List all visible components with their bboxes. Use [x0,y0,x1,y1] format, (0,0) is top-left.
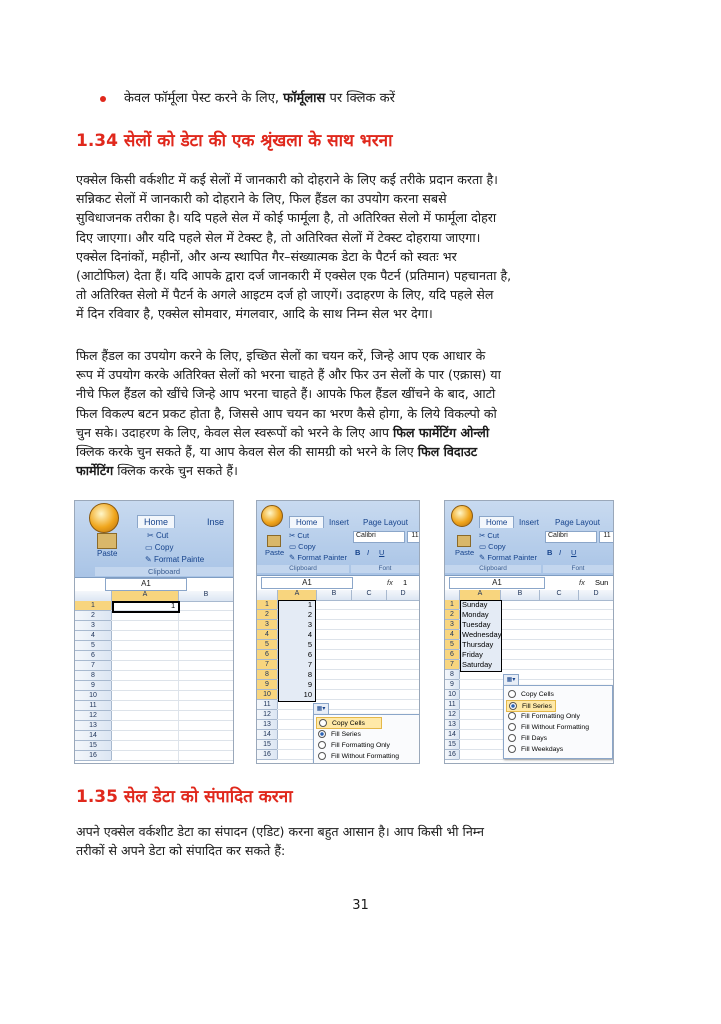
row-header[interactable]: 16 [257,750,278,760]
row-header[interactable]: 7 [75,661,112,671]
cell-value[interactable]: Saturday [462,660,493,669]
cell-value[interactable]: Friday [462,650,483,659]
row-header[interactable]: 5 [445,640,460,650]
cell-value[interactable]: 3 [307,620,312,629]
menu-label: Fill Days [521,734,548,742]
gridline [277,709,419,710]
row-header[interactable]: 10 [445,690,460,700]
cell-value[interactable]: 10 [303,690,312,699]
menu-item-copy-cells[interactable] [508,690,554,698]
gridline [111,690,233,691]
column-header-a[interactable]: A [278,590,317,601]
paste-icon[interactable] [267,535,281,547]
copy-icon: ▭ [145,543,155,552]
column-header-b[interactable]: B [317,590,352,601]
menu-item-fill-series[interactable] [506,700,556,712]
paragraph-3-line: तरीकों से अपने डेटा को संपादित कर सकते हैं: [76,843,286,859]
row-header[interactable]: 6 [257,650,278,660]
row-header[interactable]: 4 [257,630,278,640]
radio-icon [508,712,516,720]
italic-button[interactable]: I [367,548,370,557]
cell-value[interactable]: 2 [307,610,312,619]
row-header[interactable]: 16 [75,751,112,761]
paragraph-2-text: क्लिक करके चुन सकते हैं। [113,463,238,479]
auto-fill-options-menu [503,685,613,759]
excel-screenshot-2 [256,500,420,764]
cut-button[interactable] [147,531,168,540]
gridline [111,640,233,641]
row-header[interactable]: 15 [75,741,112,751]
bullet-item [100,88,395,106]
tab-home[interactable]: Home [479,516,514,528]
row-header[interactable]: 14 [75,731,112,741]
cut-label: Cut [487,531,500,540]
copy-label: Copy [298,542,316,551]
row-header[interactable]: 4 [75,631,112,641]
tab-page-layout[interactable]: Page Layout [555,518,600,527]
row-header[interactable]: 14 [257,730,278,740]
menu-item-fill-weekdays[interactable] [508,745,563,753]
radio-selected-icon [318,730,326,738]
cell-value[interactable]: Monday [462,610,489,619]
gridline [111,650,233,651]
row-header[interactable]: 11 [75,701,112,711]
clipboard-group-label: Clipboard [445,565,541,573]
paragraph-2-line [76,442,647,461]
cell-value[interactable]: Wednesday [462,630,502,639]
copy-label: Copy [154,543,174,552]
radio-icon [508,734,516,742]
cell-value[interactable]: Sunday [462,600,488,609]
cell-a1-value: 1 [171,601,176,610]
paragraph-1-line: सन्निकट सेलों में जानकारी को दोहराने के लिए, फिल हैंडल का उपयोग करना सबसे [76,191,447,207]
row-header[interactable]: 8 [75,671,112,681]
row-header[interactable]: 12 [257,710,278,720]
row-header[interactable]: 2 [257,610,278,620]
bold-button[interactable]: B [547,548,553,557]
menu-item-fill-without-formatting[interactable] [508,723,589,731]
excel-screenshot-3 [444,500,614,764]
cell-value[interactable]: 4 [307,630,312,639]
formula-bar-value[interactable]: 1 [403,578,408,587]
radio-icon [508,723,516,731]
fx-icon[interactable]: fx [579,578,585,587]
column-header-d[interactable]: D [387,590,420,601]
copy-label: Copy [488,542,506,551]
column-header-b[interactable]: B [179,591,234,602]
row-header[interactable]: 2 [75,611,112,621]
row-header[interactable]: 6 [445,650,460,660]
fx-icon[interactable]: fx [387,578,393,587]
tab-insert[interactable]: Insert [519,518,540,527]
bullet-text-pre: केवल फॉर्मूला पेस्ट करने के लिए, [124,91,284,106]
name-box[interactable]: A1 [449,577,545,589]
paragraph-1 [76,170,647,324]
paragraph-2-line [76,461,647,480]
active-cell-a1[interactable] [112,601,180,613]
copy-icon: ▭ [479,542,489,551]
gridline [111,710,233,711]
menu-item-copy-cells[interactable] [316,717,382,729]
row-header[interactable]: 3 [75,621,112,631]
italic-button[interactable]: I [559,548,562,557]
bullet-text-bold: फॉर्मूलास [283,91,326,106]
cell-value[interactable]: 8 [307,670,312,679]
row-header[interactable]: 7 [445,660,460,670]
menu-item-fill-formatting-only[interactable] [318,741,390,749]
office-button-icon[interactable] [89,503,119,533]
paste-button[interactable]: Paste [97,549,118,558]
menu-label: Copy Cells [332,719,365,727]
row-header[interactable]: 9 [445,680,460,690]
copy-button[interactable] [479,542,506,551]
column-header-c[interactable]: C [540,590,579,601]
menu-label: Fill Series [522,702,552,710]
gridline [111,670,233,671]
name-box[interactable]: A1 [105,578,187,591]
formula-bar-value[interactable]: Sun [595,578,609,587]
menu-item-fill-days[interactable] [508,734,547,742]
row-header[interactable]: 1 [75,601,112,611]
paragraph-2-line: रूप में उपयोग करके अतिरिक्त सेलों को भरना चाहते हैं और फिर उन सेलों के पार (एक्रास) या [76,367,501,383]
paste-button[interactable]: Paste [265,548,285,557]
menu-item-fill-without-formatting[interactable] [318,752,399,760]
clipboard-group-label: Clipboard [257,565,349,573]
paragraph-2-line: फिल विकल्प बटन प्रकट होता है, जिससे आप चयन का भरण कैसे होगा, के लिये विकल्पो को [76,405,497,421]
paragraph-1-line: तो अतिरिक्त सेलो में पैटर्न के अगले आइटम दर्ज हो जाएगें। उदाहरण के लिए, यदि पहले सेल [76,287,494,303]
page-number: 31 [352,898,369,913]
tab-home[interactable]: Home [289,516,324,528]
clipboard-group-label: Clipboard [95,567,233,576]
gridline [111,680,233,681]
paste-button[interactable]: Paste [455,548,475,557]
paragraph-1-line: एक्सेल किसी वर्कशीट में कई सेलों में जानकारी को दोहराने के लिए कई तरीके प्रदान करता है। [76,172,498,187]
font-size-select[interactable]: 11 [599,531,614,543]
bold-button[interactable]: B [355,548,361,557]
radio-icon [508,690,516,698]
cut-button[interactable] [479,531,499,540]
gridline [459,759,613,760]
copy-button[interactable] [145,543,173,552]
paste-icon[interactable] [97,533,117,549]
row-header[interactable]: 12 [75,711,112,721]
menu-label: Fill Formatting Only [521,712,580,720]
menu-label: Fill Without Formatting [331,752,399,760]
menu-item-fill-formatting-only[interactable] [508,712,580,720]
paragraph-3-line: अपने एक्सेल वर्कशीट डेटा का संपादन (एडिट) करना बहुत आसान है। आप किसी भी निम्न [76,824,485,839]
scissors-icon: ✂ [289,531,298,540]
bold-term-fill-without: फिल विदाउट [417,444,478,460]
row-header[interactable]: 3 [445,620,460,630]
row-header[interactable]: 12 [445,710,460,720]
auto-fill-options-button[interactable]: ▦▾ [503,674,519,686]
row-header[interactable]: 8 [257,670,278,680]
column-header-c[interactable]: C [352,590,387,601]
row-header[interactable]: 9 [75,681,112,691]
tab-page-layout[interactable]: Page Layout [363,518,408,527]
bullet-dot-icon [100,96,106,102]
menu-label: Copy Cells [521,690,554,698]
office-button-icon[interactable] [451,505,473,527]
row-header[interactable]: 15 [257,740,278,750]
bold-term-fill-formatting-only: फिल फार्मेटिंग ओन्ली [392,424,490,440]
font-name-select[interactable]: Calibri [545,531,597,543]
format-painter-button[interactable] [145,555,204,564]
scissors-icon: ✂ [479,531,488,540]
paste-icon[interactable] [457,535,471,547]
gridline [111,700,233,701]
cell-value[interactable]: Tuesday [462,620,491,629]
auto-fill-options-menu [313,714,420,764]
row-header[interactable]: 2 [445,610,460,620]
cell-value[interactable]: 1 [307,600,312,609]
underline-button[interactable]: U [571,548,577,557]
font-group-label: Font [351,565,419,573]
brush-icon: ✎ [289,553,298,562]
menu-item-fill-series[interactable] [318,730,361,738]
cut-label: Cut [297,531,310,540]
gridline [111,660,233,661]
bold-term-formatting: फार्मेटिंग [76,463,114,479]
format-painter-label: Format Painter [487,553,537,562]
radio-icon [508,745,516,753]
row-header[interactable]: 4 [445,630,460,640]
tab-insert[interactable]: Insert [329,518,350,527]
cell-value[interactable]: 7 [307,660,312,669]
row-header[interactable]: 11 [257,700,278,710]
gridline [111,720,233,721]
gridline [111,620,233,621]
format-painter-button[interactable] [289,553,347,562]
section-heading-1-34: 1.34 सेलों को डेटा की एक श्रृंखला के साथ भरना [76,131,393,151]
brush-icon: ✎ [479,553,488,562]
font-group-label: Font [543,565,613,573]
paragraph-1-line: दिए जाएगा। और यदि पहले सेल में टेक्स्ट है, तो अतिरिक्त सेलों में टेक्स्ट दोहराया जाएगा। [76,229,481,245]
gridline [111,750,233,751]
radio-selected-icon [509,702,517,710]
radio-icon [318,752,326,760]
menu-label: Fill Weekdays [521,745,564,753]
column-header-d[interactable]: D [579,590,614,601]
font-size-select[interactable]: 11 [407,531,420,543]
row-header[interactable]: 13 [75,721,112,731]
cell-value[interactable]: 9 [307,680,312,689]
row-header[interactable]: 6 [75,651,112,661]
format-painter-label: Format Painter [297,553,347,562]
gridline [111,630,233,631]
gridline [111,740,233,741]
row-header[interactable]: 8 [445,670,460,680]
auto-fill-options-button[interactable]: ▦▾ [313,703,329,715]
row-header[interactable]: 10 [257,690,278,700]
font-name-select[interactable]: Calibri [353,531,405,543]
brush-icon: ✎ [145,555,154,564]
excel-screenshot-1 [74,500,234,764]
row-header[interactable]: 3 [257,620,278,630]
menu-label: Fill Formatting Only [331,741,390,749]
tab-insert[interactable]: Inse [207,517,225,527]
row-header[interactable]: 7 [257,660,278,670]
cell-value[interactable]: Thursday [462,640,494,649]
cut-button[interactable] [289,531,309,540]
row-header[interactable]: 13 [257,720,278,730]
paragraph-1-line: में दिन रविवार है, एक्सेल सोमवार, मंगलवार, आदि के साथ निम्न सेल भर देगा। [76,306,433,322]
radio-icon [318,741,326,749]
tab-home[interactable]: Home [137,515,175,528]
paragraph-1-line: एक्सेल दिनांकों, महीनों, और अन्य स्थापित गैर–संख्यात्मक डेटा के पैटर्न को स्वतः भर [76,248,457,264]
scissors-icon: ✂ [147,531,156,540]
copy-icon: ▭ [289,542,299,551]
underline-button[interactable]: U [379,548,385,557]
row-header[interactable]: 10 [75,691,112,701]
cut-label: Cut [155,531,169,540]
row-header[interactable]: 1 [445,600,460,610]
row-header[interactable]: 15 [445,740,460,750]
format-painter-button[interactable] [479,553,537,562]
paragraph-1-line: (आटोफिल) देता हैं। यदि आपके द्वारा दर्ज जानकारी में एक्सेल एक पैटर्न (प्रतिमान) पहचानता है, [76,268,512,284]
paragraph-3 [76,822,647,860]
menu-label: Fill Series [331,730,361,738]
copy-button[interactable] [289,542,316,551]
radio-icon [319,719,327,727]
column-header-a[interactable]: A [112,591,179,602]
row-header[interactable]: 9 [257,680,278,690]
row-header[interactable]: 13 [445,720,460,730]
row-header[interactable]: 5 [257,640,278,650]
name-box[interactable]: A1 [261,577,353,589]
paragraph-2-line: नीचे फिल हैंडल को खींचे जिन्हे आप भरना चाहते हैं। आपके फिल हैंडल खींचने के बाद, आटो [76,386,496,402]
row-header[interactable]: 11 [445,700,460,710]
row-header[interactable]: 5 [75,641,112,651]
paragraph-2-text: क्लिक करके चुन सकते हैं, या आप केवल सेल की सामग्री को भरने के लिए [76,444,418,460]
menu-label: Fill Without Formatting [521,723,589,731]
office-button-icon[interactable] [261,505,283,527]
format-painter-label: Format Painte [153,555,205,564]
row-header[interactable]: 14 [445,730,460,740]
paragraph-2-line: फिल हैंडल का उपयोग करने के लिए, इच्छित सेलों का चयन करें, जिन्हे आप एक आधार के [76,348,486,363]
gridline [178,601,179,763]
bullet-text-post: पर क्लिक करें [325,91,395,106]
gridline [459,679,613,680]
paragraph-1-line: सुविधाजनक तरीका है। यदि पहले सेल में कोई फार्मूला है, तो अतिरिक्त सेलो में फार्मूला दोहरा [76,210,497,226]
column-header-a[interactable]: A [460,590,501,601]
section-heading-1-35: 1.35 सेल डेटा को संपादित करना [76,787,293,807]
paragraph-2-line [76,423,647,442]
gridline [111,760,233,761]
row-header[interactable]: 1 [257,600,278,610]
paragraph-2-text: चुन सके। उदाहरण के लिए, केवल सेल स्वरूपों को भरने के लिए आप [76,424,393,440]
gridline [111,730,233,731]
paragraph-2 [76,346,647,480]
cell-value[interactable]: 5 [307,640,312,649]
column-header-b[interactable]: B [501,590,540,601]
cell-value[interactable]: 6 [307,650,312,659]
row-header[interactable]: 16 [445,750,460,760]
